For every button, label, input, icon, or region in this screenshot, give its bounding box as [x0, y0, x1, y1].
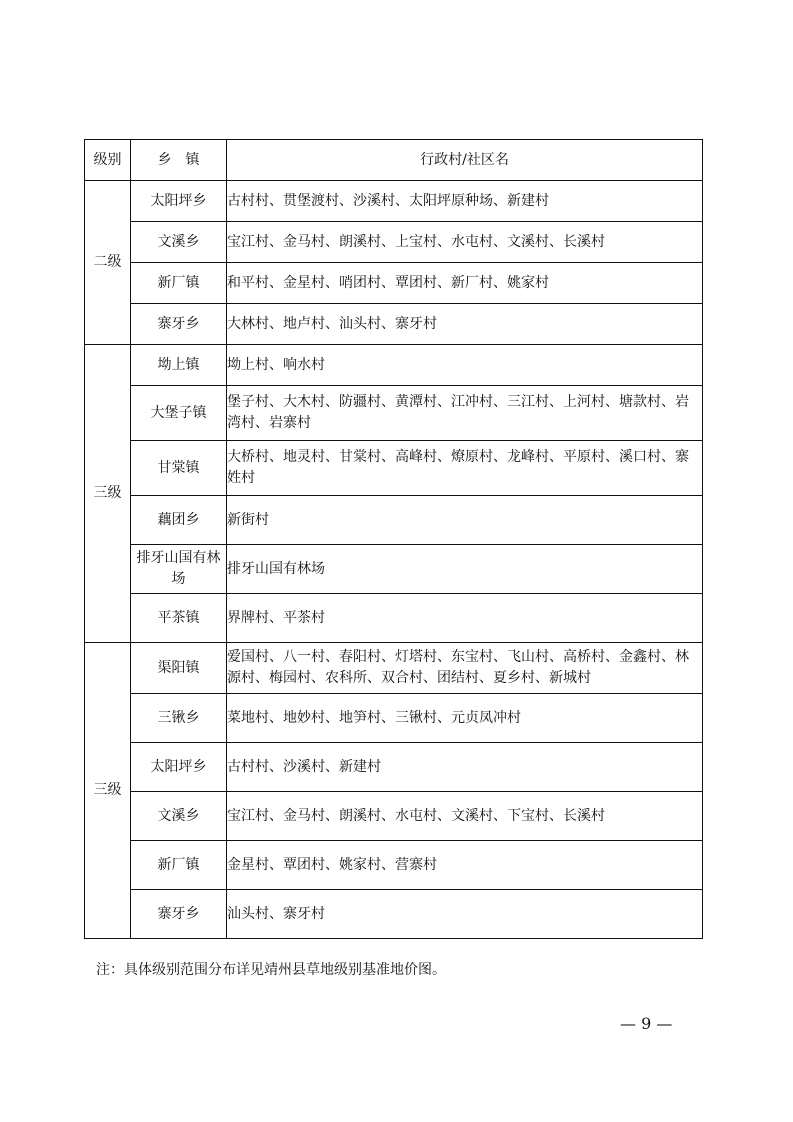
town-cell: 三锹乡 — [131, 694, 227, 743]
town-cell: 大堡子镇 — [131, 386, 227, 441]
village-cell: 堡子村、大木村、防疆村、黄潭村、江冲村、三江村、上河村、塘款村、岩湾村、岩寨村 — [227, 386, 703, 441]
town-cell: 太阳坪乡 — [131, 181, 227, 222]
header-level: 级别 — [85, 140, 131, 181]
town-cell: 太阳坪乡 — [131, 743, 227, 792]
level-cell: 三级 — [85, 345, 131, 643]
table-row — [85, 545, 703, 594]
table-row — [85, 441, 703, 496]
page-number: — 9 — — [620, 1014, 673, 1033]
table-row — [85, 496, 703, 545]
header-town: 乡 镇 — [131, 140, 227, 181]
village-cell: 爱国村、八一村、春阳村、灯塔村、东宝村、飞山村、高桥村、金鑫村、林源村、梅园村、农科所、双合村、团结村、夏乡村、新城村 — [227, 643, 703, 694]
table-row — [85, 181, 703, 222]
village-cell: 古村村、沙溪村、新建村 — [227, 743, 703, 792]
village-cell: 界牌村、平茶村 — [227, 594, 703, 643]
town-cell: 文溪乡 — [131, 222, 227, 263]
village-cell: 宝江村、金马村、朗溪村、上宝村、水屯村、文溪村、长溪村 — [227, 222, 703, 263]
table-row — [85, 263, 703, 304]
village-cell: 大林村、地卢村、汕头村、寨牙村 — [227, 304, 703, 345]
header-village: 行政村/社区名 — [227, 140, 703, 181]
table-row — [85, 792, 703, 841]
village-cell: 和平村、金星村、哨团村、覃团村、新厂村、姚家村 — [227, 263, 703, 304]
town-cell: 坳上镇 — [131, 345, 227, 386]
table-row — [85, 386, 703, 441]
village-cell: 宝江村、金马村、朗溪村、水屯村、文溪村、下宝村、长溪村 — [227, 792, 703, 841]
town-cell: 文溪乡 — [131, 792, 227, 841]
grade-table — [84, 139, 703, 939]
town-cell: 新厂镇 — [131, 263, 227, 304]
table-row — [85, 694, 703, 743]
level-cell: 二级 — [85, 181, 131, 345]
town-cell: 新厂镇 — [131, 841, 227, 890]
level-cell: 三级 — [85, 643, 131, 939]
table-row — [85, 345, 703, 386]
table-row — [85, 890, 703, 939]
village-cell: 坳上村、响水村 — [227, 345, 703, 386]
village-cell: 古村村、贯堡渡村、沙溪村、太阳坪原种场、新建村 — [227, 181, 703, 222]
town-cell: 寨牙乡 — [131, 304, 227, 345]
table-row — [85, 304, 703, 345]
town-cell: 藕团乡 — [131, 496, 227, 545]
town-cell: 寨牙乡 — [131, 890, 227, 939]
table-row — [85, 594, 703, 643]
table-row — [85, 222, 703, 263]
header-row — [85, 140, 703, 181]
village-cell: 金星村、覃团村、姚家村、营寨村 — [227, 841, 703, 890]
village-cell: 新街村 — [227, 496, 703, 545]
town-cell: 甘棠镇 — [131, 441, 227, 496]
village-cell: 菜地村、地妙村、地笋村、三锹村、元贞凤冲村 — [227, 694, 703, 743]
table-row — [85, 643, 703, 694]
town-cell: 渠阳镇 — [131, 643, 227, 694]
table-row — [85, 743, 703, 792]
table-row — [85, 841, 703, 890]
village-cell: 排牙山国有林场 — [227, 545, 703, 594]
town-cell: 平茶镇 — [131, 594, 227, 643]
table-footnote: 注：具体级别范围分布详见靖州县草地级别基准地价图。 — [96, 962, 446, 978]
village-cell: 汕头村、寨牙村 — [227, 890, 703, 939]
town-cell: 排牙山国有林场 — [131, 545, 227, 594]
village-cell: 大桥村、地灵村、甘棠村、高峰村、燎原村、龙峰村、平原村、溪口村、寨姓村 — [227, 441, 703, 496]
